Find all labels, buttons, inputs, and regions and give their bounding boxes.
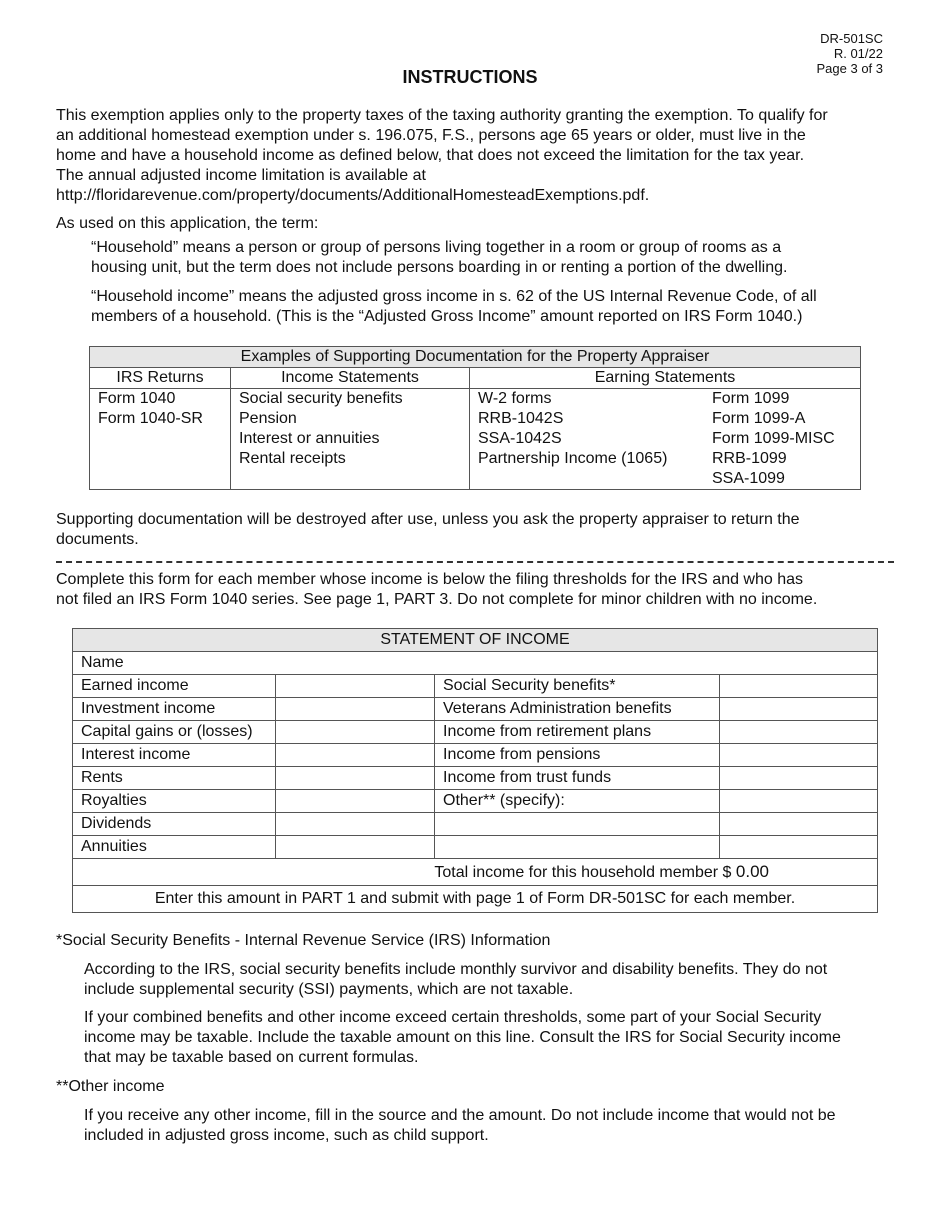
list-item: Form 1040 bbox=[98, 390, 176, 407]
social-security-amount[interactable] bbox=[720, 675, 878, 698]
ss-footnote-heading: *Social Security Benefits - Internal Revenue Service (IRS) Information bbox=[56, 932, 551, 949]
statement-title: STATEMENT OF INCOME bbox=[73, 629, 878, 652]
other-specify-field[interactable] bbox=[435, 813, 720, 836]
income-label: Income from trust funds bbox=[435, 767, 720, 790]
enter-amount-note: Enter this amount in PART 1 and submit with page 1 of Form DR-501SC for each member. bbox=[73, 886, 878, 913]
investment-income-amount[interactable] bbox=[276, 698, 435, 721]
list-item: SSA-1042S bbox=[478, 430, 562, 447]
royalties-amount[interactable] bbox=[276, 790, 435, 813]
table-row bbox=[73, 767, 878, 790]
definition-line: housing unit, but the term does not include persons boarding in or renting a portion of the dwelling. bbox=[91, 259, 788, 276]
income-label: Royalties bbox=[73, 790, 276, 813]
footnote-line: According to the IRS, social security benefits include monthly survivor and disability benefits. They do not bbox=[84, 961, 828, 978]
footnote-line: included in adjusted gross income, such as child support. bbox=[84, 1127, 489, 1144]
intro-line: home and have a household income as defined below, that does not exceed the limitation for the tax year. bbox=[56, 147, 805, 164]
list-item: Form 1040-SR bbox=[98, 410, 203, 427]
income-label: Veterans Administration benefits bbox=[435, 698, 720, 721]
household-definition bbox=[91, 238, 881, 278]
list-item: Rental receipts bbox=[239, 450, 346, 467]
interest-income-amount[interactable] bbox=[276, 744, 435, 767]
form-revision: R. 01/22 bbox=[833, 46, 883, 61]
intro-paragraph bbox=[56, 106, 896, 206]
column-header-earning-statements: Earning Statements bbox=[470, 368, 861, 389]
definition-line: “Household income” means the adjusted gross income in s. 62 of the US Internal Revenue Code, of all bbox=[91, 288, 817, 305]
definition-line: “Household” means a person or group of persons living together in a room or group of rooms as a bbox=[91, 239, 782, 256]
name-field[interactable]: Name bbox=[73, 652, 878, 675]
other-income-amount-3[interactable] bbox=[720, 836, 878, 859]
other-income-amount-2[interactable] bbox=[720, 813, 878, 836]
complete-note bbox=[56, 570, 896, 610]
earned-income-amount[interactable] bbox=[276, 675, 435, 698]
veterans-benefits-amount[interactable] bbox=[720, 698, 878, 721]
income-label: Income from pensions bbox=[435, 744, 720, 767]
list-item: RRB-1099 bbox=[712, 450, 787, 467]
footnote-line: include supplemental security (SSI) payments, which are not taxable. bbox=[84, 981, 574, 998]
list-item: Form 1099 bbox=[712, 390, 790, 407]
household-income-definition bbox=[91, 287, 881, 327]
form-number: DR-501SC bbox=[820, 31, 883, 46]
column-header-irs-returns: IRS Returns bbox=[90, 368, 231, 389]
table-row bbox=[73, 675, 878, 698]
retirement-plans-amount[interactable] bbox=[720, 721, 878, 744]
income-label: Rents bbox=[73, 767, 276, 790]
list-item: RRB-1042S bbox=[478, 410, 564, 427]
definition-line: members of a household. (This is the “Adjusted Gross Income” amount reported on IRS Form 1040.) bbox=[91, 308, 803, 325]
column-header-income-statements: Income Statements bbox=[231, 368, 470, 389]
page-title: INSTRUCTIONS bbox=[402, 67, 538, 87]
income-label: Investment income bbox=[73, 698, 276, 721]
footnote-line: income may be taxable. Include the taxable amount on this line. Consult the IRS for Social Security income bbox=[84, 1029, 841, 1046]
capital-gains-amount[interactable] bbox=[276, 721, 435, 744]
income-label: Interest income bbox=[73, 744, 276, 767]
irs-returns-list bbox=[90, 389, 231, 490]
income-label: Social Security benefits* bbox=[435, 675, 720, 698]
total-income-value[interactable]: 0.00 bbox=[735, 861, 769, 881]
destroy-note bbox=[56, 510, 896, 550]
intro-line: an additional homestead exemption under s. 196.075, F.S., persons age 65 years or older, must live in the bbox=[56, 127, 806, 144]
other-income-heading: **Other income bbox=[56, 1078, 165, 1095]
income-label: Capital gains or (losses) bbox=[73, 721, 276, 744]
intro-line: This exemption applies only to the property taxes of the taxing authority granting the exemption. To qualify for bbox=[56, 107, 828, 124]
list-item: Form 1099-A bbox=[712, 410, 806, 427]
footnote-line: that may be taxable based on current formulas. bbox=[84, 1049, 419, 1066]
other-income-amount[interactable] bbox=[720, 790, 878, 813]
earning-statements-list-a bbox=[470, 389, 705, 490]
ss-footnote-para-2 bbox=[84, 1008, 904, 1068]
page-number: Page 3 of 3 bbox=[816, 61, 883, 76]
terms-lead: As used on this application, the term: bbox=[56, 215, 319, 232]
income-limitation-url: http://floridarevenue.com/property/documents/AdditionalHomesteadExemptions.pdf. bbox=[56, 187, 650, 204]
list-item: Interest or annuities bbox=[239, 430, 380, 447]
pensions-amount[interactable] bbox=[720, 744, 878, 767]
cut-line-divider bbox=[56, 561, 894, 563]
list-item: Pension bbox=[239, 410, 297, 427]
rents-amount[interactable] bbox=[276, 767, 435, 790]
table-row bbox=[73, 790, 878, 813]
income-label: Annuities bbox=[73, 836, 276, 859]
supporting-docs-title: Examples of Supporting Documentation for the Property Appraiser bbox=[90, 347, 861, 368]
annuities-amount[interactable] bbox=[276, 836, 435, 859]
list-item: Social security benefits bbox=[239, 390, 403, 407]
list-item: SSA-1099 bbox=[712, 470, 785, 487]
note-line: Complete this form for each member whose income is below the filing thresholds for the IRS and who has bbox=[56, 571, 804, 588]
income-statements-list bbox=[231, 389, 470, 490]
note-line: not filed an IRS Form 1040 series. See page 1, PART 3. Do not complete for minor children with no income. bbox=[56, 591, 818, 608]
footnote-line: If your combined benefits and other income exceed certain thresholds, some part of your Social Security bbox=[84, 1009, 822, 1026]
total-income-row bbox=[73, 859, 878, 886]
table-row bbox=[73, 698, 878, 721]
note-line: Supporting documentation will be destroyed after use, unless you ask the property appraiser to return the bbox=[56, 511, 800, 528]
total-income-label: Total income for this household member $ bbox=[434, 863, 732, 881]
income-label: Other** (specify): bbox=[435, 790, 720, 813]
footnote-line: If you receive any other income, fill in the source and the amount. Do not include income that would not be bbox=[84, 1107, 836, 1124]
income-label: Dividends bbox=[73, 813, 276, 836]
dividends-amount[interactable] bbox=[276, 813, 435, 836]
income-label: Income from retirement plans bbox=[435, 721, 720, 744]
ss-footnote-para-1 bbox=[84, 960, 904, 1000]
table-row bbox=[73, 813, 878, 836]
other-specify-field-2[interactable] bbox=[435, 836, 720, 859]
intro-line: The annual adjusted income limitation is available at bbox=[56, 167, 426, 184]
list-item: Partnership Income (1065) bbox=[478, 450, 668, 467]
statement-of-income-table bbox=[72, 628, 878, 913]
note-line: documents. bbox=[56, 531, 139, 548]
table-row bbox=[73, 836, 878, 859]
list-item: W-2 forms bbox=[478, 390, 552, 407]
list-item: Form 1099-MISC bbox=[712, 430, 835, 447]
income-label: Earned income bbox=[73, 675, 276, 698]
other-income-para bbox=[84, 1106, 904, 1146]
table-row bbox=[73, 744, 878, 767]
supporting-documentation-table bbox=[89, 346, 861, 490]
table-row bbox=[73, 721, 878, 744]
earning-statements-list-b bbox=[704, 389, 861, 490]
trust-funds-amount[interactable] bbox=[720, 767, 878, 790]
